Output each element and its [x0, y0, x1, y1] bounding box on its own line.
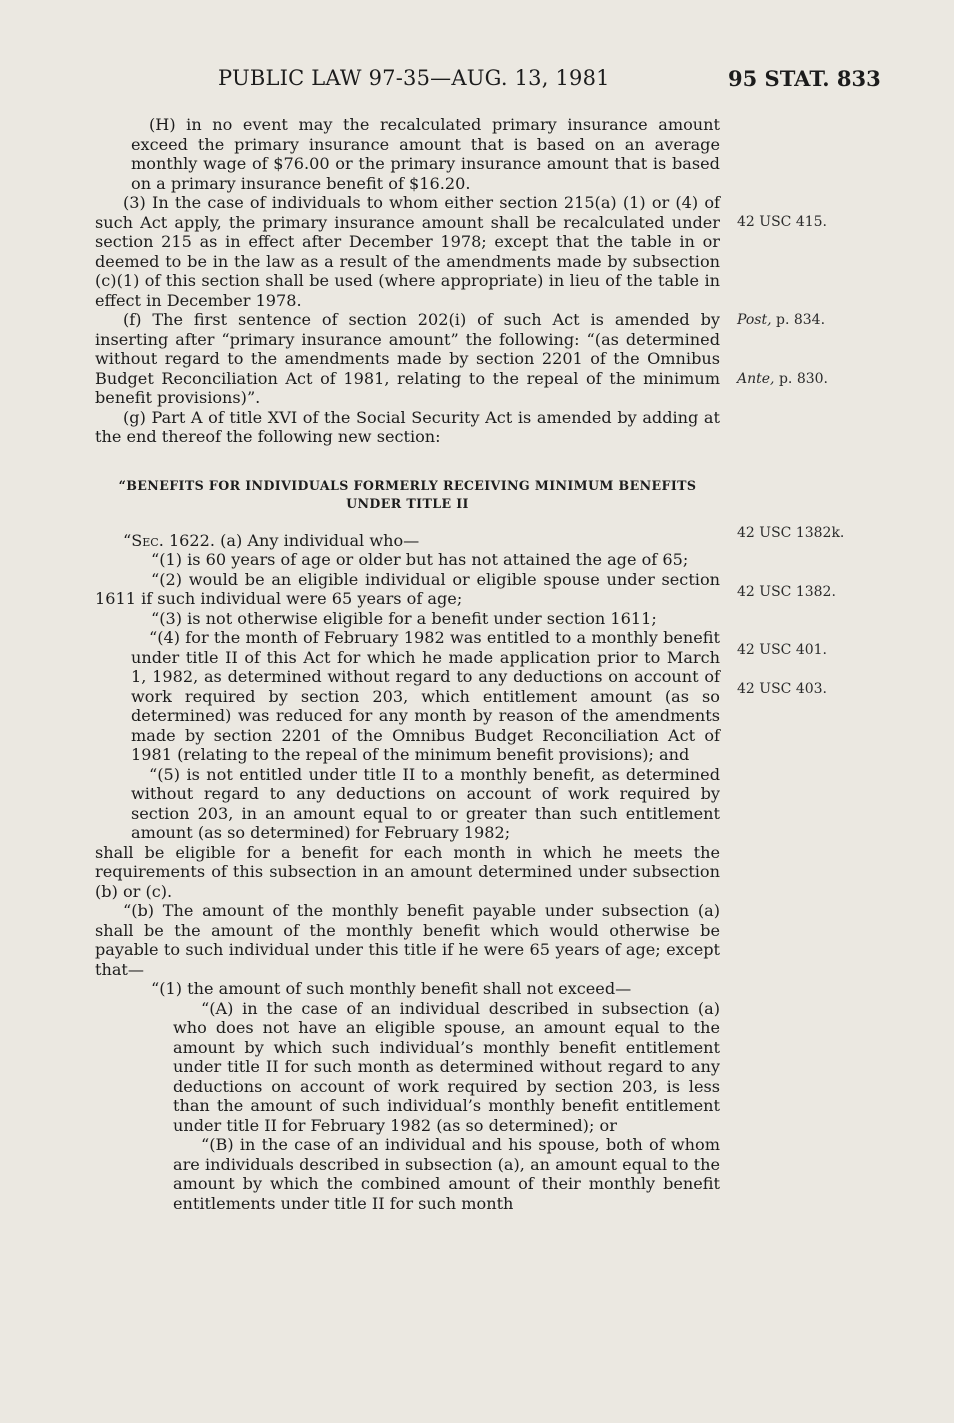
item-b1: “(1) the amount of such monthly benefit shall not exceed— [151, 979, 632, 998]
page-header-title: PUBLIC LAW 97-35—AUG. 13, 1981 [218, 66, 610, 90]
section-intro-text: 1622. (a) Any individual who— [163, 530, 420, 550]
item-a3: “(3) is not otherwise eligible for a benefit under section 1611; [151, 608, 657, 628]
paragraph-b: “(b) The amount of the monthly benefit payable under subsection (a) shall be the amount of the monthly benefit which would otherwise be payable to such individual under this title if he were 65 years of age; except that— [95, 901, 720, 979]
margin-note-42usc1382k: 42 USC 1382k. [737, 525, 845, 541]
shall-clause: shall be eligible for a benefit for each month in which he meets the requirements of this subsection in an amount determined under subsection (b) or (c). [95, 842, 720, 901]
subitem-A: “(A) in the case of an individual described in subsection (a) who does not have an eligible spouse, an amount equal to the amount by which such individual’s monthly benefit entitlement under title II for such month as determined without regard to any deductions on account of work required by section 203, is less than the amount of such individual’s monthly benefit entitlement under title II for February 1982 (as so determined); or [173, 998, 720, 1135]
margin-note-post: Post, p. 834. [737, 312, 826, 328]
margin-note-ante: Ante, p. 830. [737, 371, 828, 387]
item-a5: “(5) is not entitled under title II to a monthly benefit, as determined without regard to any deductions on account of work required by section 203, in an amount equal to or greater than such entitlement amount (as so determined) for February 1982; [131, 764, 720, 842]
margin-note-42usc415: 42 USC 415. [737, 214, 827, 230]
margin-note-42usc401: 42 USC 401. [737, 642, 827, 658]
item-a4: “(4) for the month of February 1982 was entitled to a monthly benefit under title II of this Act for which he made application prior to March 1, 1982, as determined without regard to any deductions on account of work required by section 203, which entitlement amount (as so determined) was reduced for any month by reason of the amendments made by section 2201 of the Omnibus Budget Reconciliation Act of 1981 (relating to the repeal of the minimum benefit provisions); and [131, 628, 720, 764]
document-body [95, 115, 720, 1213]
paragraph-h: (H) in no event may the recalculated primary insurance amount exceed the primary insurance amount that is based on an average monthly wage of $76.00 or the primary insurance amount that is based on a primary insurance benefit of $16.20. [131, 115, 720, 193]
paragraph-f: (f) The first sentence of section 202(i) of such Act is amended by inserting after “primary insurance amount” the following: “(as determined without regard to the amendments made by section 2201 of the Omnibus Budget Reconciliation Act of 1981, relating to the repeal of the minimum benefit provisions)”. [95, 310, 720, 407]
item-a1: “(1) is 60 years of age or older but has not attained the age of 65; [151, 550, 689, 569]
margin-note-42usc1382: 42 USC 1382. [737, 584, 836, 600]
paragraph-g: (g) Part A of title XVI of the Social Security Act is amended by adding at the end thereof the following new section: [95, 407, 720, 446]
page-header-statute: 95 STAT. 833 [728, 66, 881, 91]
section-heading: “BENEFITS FOR INDIVIDUALS FORMERLY RECEIVING MINIMUM BENEFITS UNDER TITLE II [118, 477, 697, 511]
margin-note-42usc403: 42 USC 403. [737, 681, 827, 697]
paragraph-3: (3) In the case of individuals to whom either section 215(a) (1) or (4) of such Act apply, the primary insurance amount shall be recalculated under section 215 as in effect after December 1978; except that the table in or deemed to be in the law as a result of the amendments made by subsection (c)(1) of this section shall be used (where appropriate) in lieu of the table in effect in December 1978. [95, 193, 720, 310]
section-label: “Sec. [123, 530, 164, 550]
subitem-B: “(B) in the case of an individual and his spouse, both of whom are individuals described in subsection (a), an amount equal to the amount by which the combined amount of their monthly benefit entitlements under title II for such month [173, 1135, 720, 1213]
section-1622-intro [95, 531, 720, 551]
item-a2: “(2) would be an eligible individual or eligible spouse under section 1611 if such individual were 65 years of age; [95, 569, 720, 608]
